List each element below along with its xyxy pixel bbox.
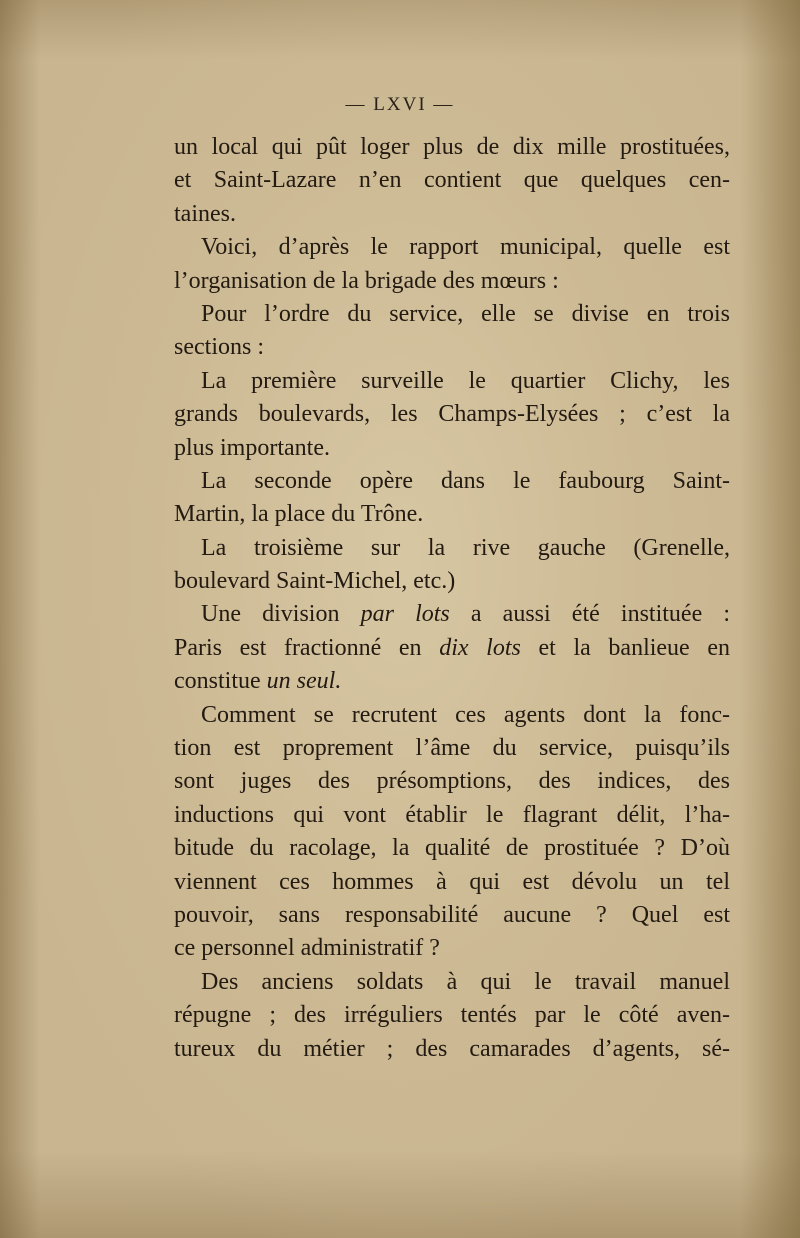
italic-text: un seul. <box>266 668 342 695</box>
body-text <box>174 131 730 1066</box>
text-line: La seconde opère dans le faubourg Saint- <box>201 467 730 494</box>
text-line: plus importante. <box>174 434 330 461</box>
text-line: sont juges des présomptions, des indices, des <box>174 768 730 795</box>
text-line: La troisième sur la rive gauche (Grenelle, <box>201 534 730 561</box>
text-line: Pour l’ordre du service, elle se divise en trois <box>201 300 730 327</box>
text-line: Des anciens soldats à qui le travail manuel <box>201 968 730 995</box>
text-line: viennent ces hommes à qui est dévolu un tel <box>174 868 730 895</box>
text-line: sections : <box>174 334 264 361</box>
italic-text: par lots <box>360 601 450 628</box>
text-line: tureux du métier ; des camarades d’agents, sé- <box>174 1035 730 1062</box>
text-line: Comment se recrutent ces agents dont la fonc- <box>201 701 730 728</box>
text-line: tion est proprement l’âme du service, puisqu’ils <box>174 735 730 762</box>
text-segment: a aussi été instituée : <box>449 601 731 628</box>
text-line: l’organisation de la brigade des mœurs : <box>174 267 559 294</box>
italic-text: dix lots <box>439 634 521 661</box>
text-line: boulevard Saint-Michel, etc.) <box>174 568 456 595</box>
text-line: un local qui pût loger plus de dix mille prostituées, <box>174 134 730 160</box>
text-line <box>174 665 730 698</box>
text-line: répugne ; des irréguliers tentés par le côté aven- <box>174 1002 730 1029</box>
text-line <box>174 632 730 665</box>
text-line: La première surveille le quartier Clichy, les <box>201 367 730 394</box>
text-line: bitude du racolage, la qualité de prostituée ? D’où <box>174 835 730 862</box>
text-segment: Une division <box>201 601 361 628</box>
text-segment: constitue <box>174 668 267 695</box>
page-number: — LXVI — <box>345 94 455 115</box>
text-line: Voici, d’après le rapport municipal, quelle est <box>201 234 730 261</box>
text-line: grands boulevards, les Champs-Elysées ; c’est la <box>174 401 730 428</box>
text-line: Martin, la place du Trône. <box>174 501 424 528</box>
text-line <box>174 598 730 631</box>
text-segment: et la banlieue en <box>520 634 731 661</box>
text-line: ce personnel administratif ? <box>174 935 440 962</box>
text-line: taines. <box>174 200 236 227</box>
text-line: inductions qui vont établir le flagrant délit, l’ha- <box>174 801 730 828</box>
text-line: et Saint-Lazare n’en contient que quelques cen- <box>174 167 730 194</box>
text-segment: Paris est fractionné en <box>174 634 440 661</box>
text-line: pouvoir, sans responsabilité aucune ? Quel est <box>174 901 730 928</box>
